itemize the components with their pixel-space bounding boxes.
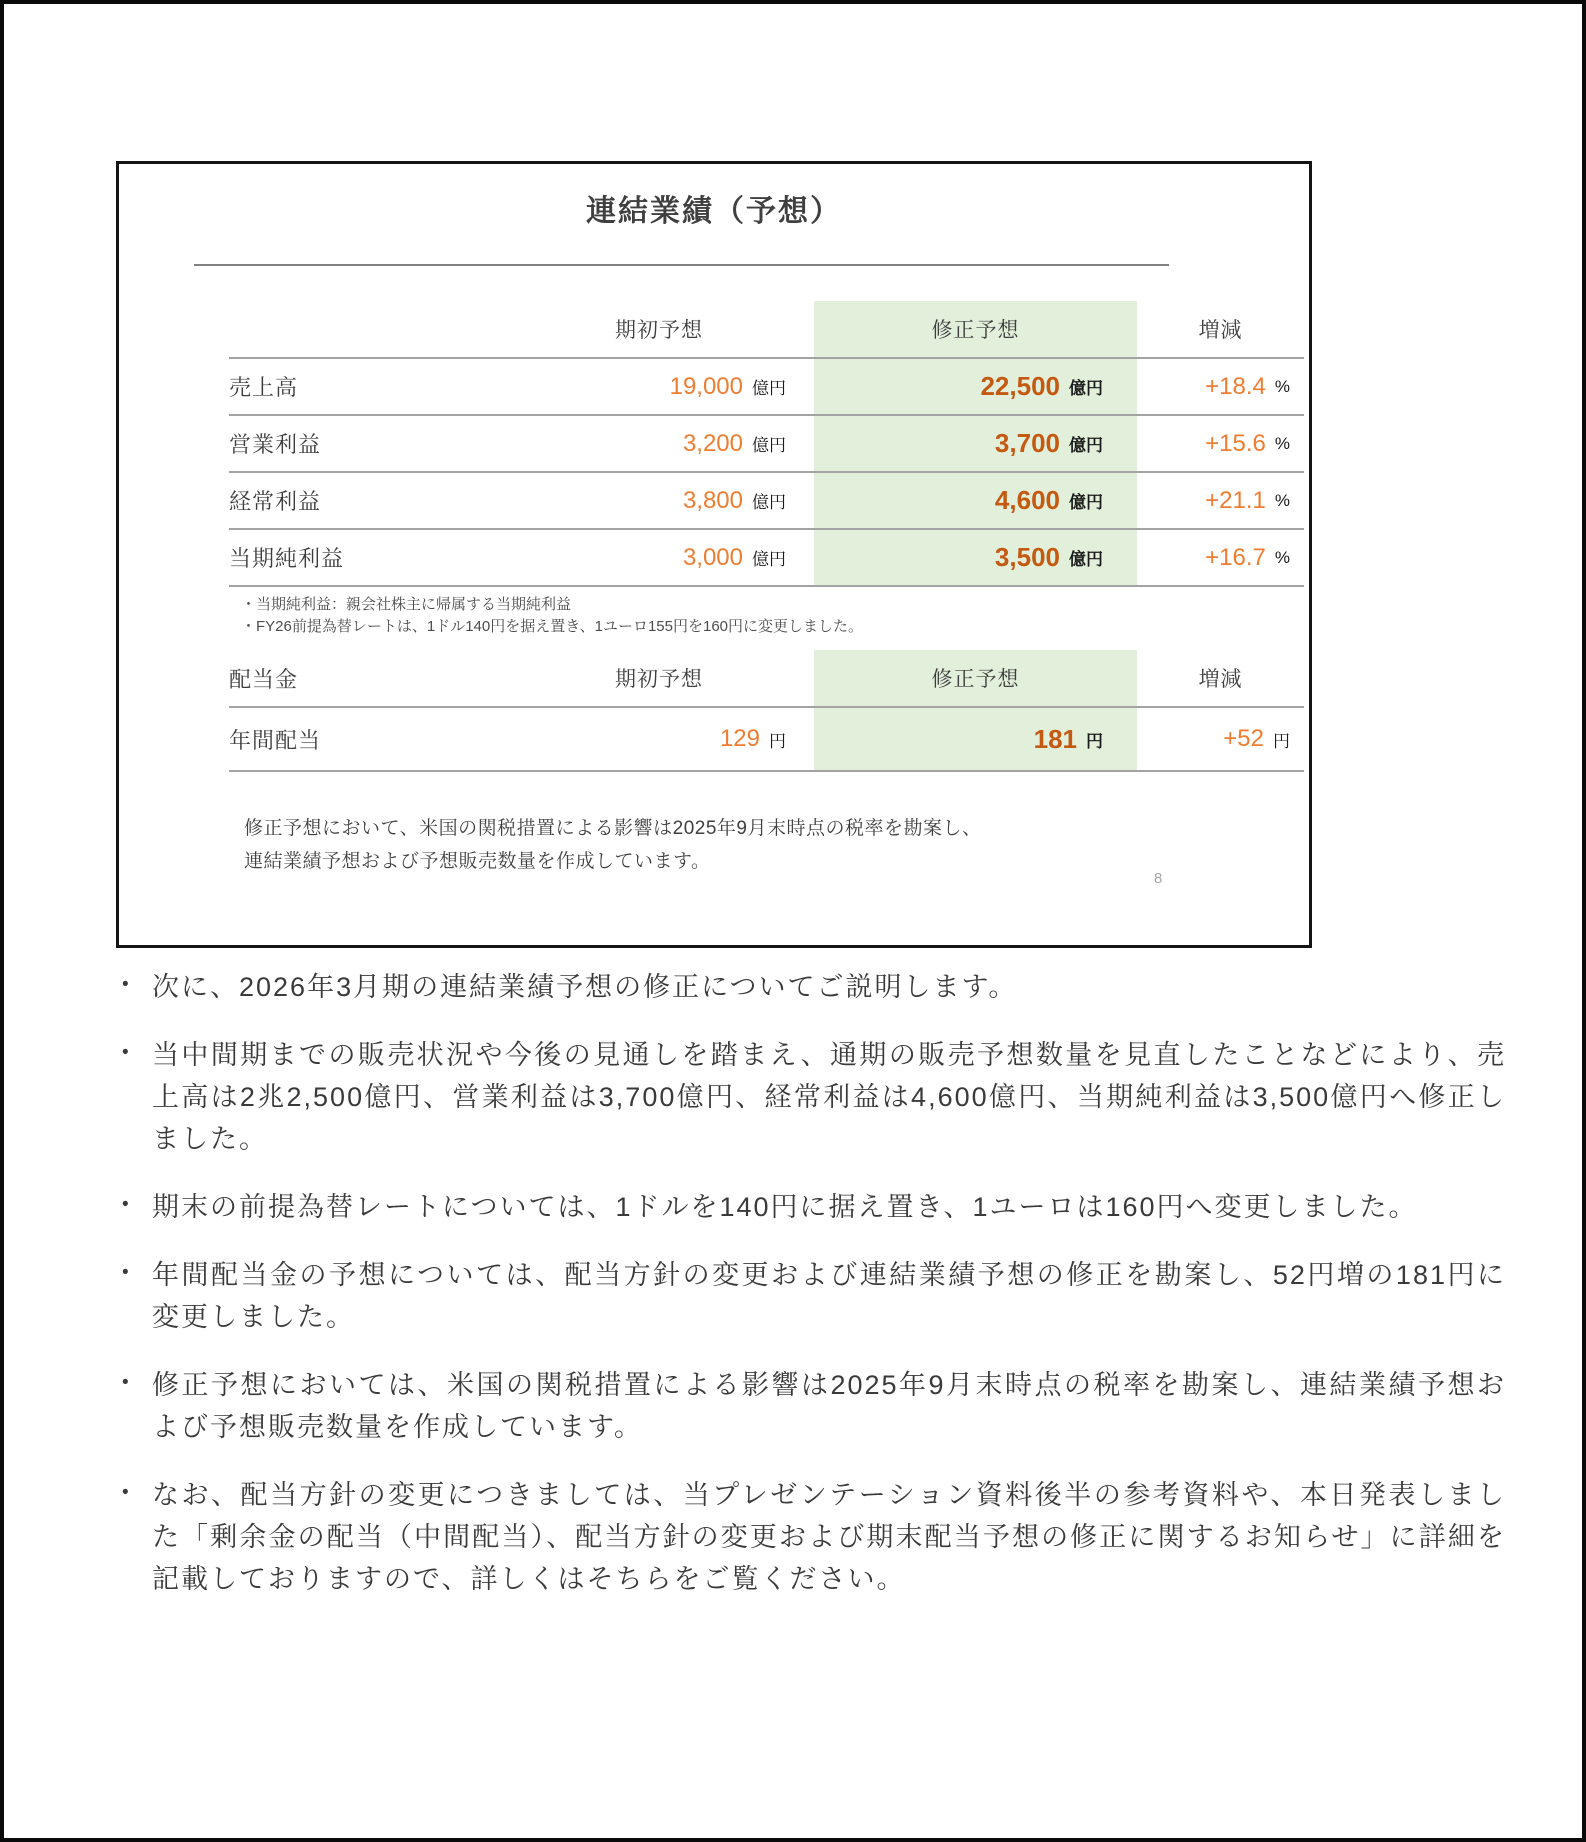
bullet-marker: •: [122, 1042, 129, 1063]
bullet-text: 年間配当金の予想については、配当方針の変更および連結業績予想の修正を勘案し、52円増の181円に変更しました。: [152, 1260, 1506, 1332]
initial-unit: 億円: [752, 436, 786, 455]
initial-value: 3,200: [682, 429, 743, 457]
change-value-cell: [1137, 473, 1304, 528]
results-table-header-row: [229, 301, 1304, 359]
initial-unit: 億円: [752, 493, 786, 512]
initial-unit: 円: [769, 731, 786, 751]
revised-unit: 億円: [1069, 379, 1103, 398]
row-label: 当期純利益: [229, 546, 345, 571]
bullet-item: [122, 1364, 1506, 1448]
initial-unit: 億円: [752, 379, 786, 398]
change-value-cell: [1137, 416, 1304, 471]
revised-value-cell: [814, 359, 1137, 414]
slide-page-number: 8: [1154, 870, 1163, 887]
bullet-item: [122, 1254, 1506, 1338]
change-value: +18.4: [1205, 372, 1266, 400]
row-label: 売上高: [229, 375, 299, 400]
header-spacer: [229, 301, 504, 357]
change-value: +16.7: [1205, 543, 1266, 571]
change-value-cell: [1137, 530, 1304, 585]
bullet-marker: •: [122, 974, 129, 995]
initial-value-cell: [504, 359, 814, 414]
row-label: 年間配当: [229, 727, 322, 753]
revised-unit: 億円: [1069, 493, 1103, 512]
initial-unit: 億円: [752, 550, 786, 569]
revised-unit: 円: [1086, 731, 1103, 751]
bullet-item: [122, 1034, 1506, 1160]
bullet-text: 期末の前提為替レートについては、1ドルを140円に据え置き、1ユーロは160円へ変更しました。: [152, 1192, 1418, 1222]
col-initial-header: 期初予想: [615, 668, 703, 691]
footnote-line: ・当期純利益：親会社株主に帰属する当期純利益: [241, 596, 572, 613]
revised-value: 4,600: [994, 485, 1060, 515]
bullet-marker: •: [122, 1194, 129, 1215]
col-change-header: 増減: [1198, 668, 1243, 691]
bullet-item: [122, 966, 1506, 1008]
initial-value-cell: [504, 708, 814, 770]
slide-note-line: 連結業績予想および予想販売数量を作成しています。: [244, 851, 711, 872]
bullet-text: なお、配当方針の変更につきましては、当プレゼンテーション資料後半の参考資料や、本日発表しました「剰余金の配当（中間配当）、配当方針の変更および期末配当予想の修正に関するお知らせ」に詳細を記載しておりますので、詳しくはそちらをご覧ください。: [152, 1480, 1506, 1594]
bullet-marker: •: [122, 1482, 129, 1503]
change-value: +52: [1223, 725, 1264, 752]
col-change-header: 増減: [1198, 319, 1243, 342]
speaker-notes: [122, 966, 1506, 1626]
change-unit: %: [1274, 490, 1290, 510]
bullet-text: 次に、2026年3月期の連結業績予想の修正についてご説明します。: [152, 972, 1018, 1002]
initial-value-cell: [504, 416, 814, 471]
change-value: +15.6: [1205, 429, 1266, 457]
col-initial-header: 期初予想: [615, 319, 703, 342]
col-revised-header: 修正予想: [814, 650, 1137, 706]
initial-value: 19,000: [669, 372, 743, 400]
row-label: 営業利益: [229, 432, 322, 457]
dividend-table-header-row: [229, 650, 1304, 708]
title-underline: [194, 264, 1169, 266]
initial-value: 129: [719, 725, 760, 752]
revised-value-cell: [814, 708, 1137, 770]
bullet-marker: •: [122, 1262, 129, 1283]
bullet-text: 当中間期までの販売状況や今後の見通しを踏まえ、通期の販売予想数量を見直したことなどにより、売上高は2兆2,500億円、営業利益は3,700億円、経常利益は4,600億円、当期純利益は3,500億円へ修正しました。: [152, 1040, 1506, 1154]
change-value-cell: [1137, 708, 1304, 770]
row-label: 経常利益: [229, 489, 322, 514]
revised-value: 3,500: [994, 542, 1060, 572]
table-row-sales: [229, 359, 1304, 416]
initial-value: 3,800: [682, 486, 743, 514]
revised-unit: 億円: [1069, 550, 1103, 569]
slide-note: [244, 812, 981, 878]
change-value-cell: [1137, 359, 1304, 414]
change-unit: %: [1274, 433, 1290, 453]
slide-title: 連結業績（予想）: [586, 195, 842, 228]
dividend-table: [229, 650, 1304, 772]
revised-value: 3,700: [994, 428, 1060, 458]
revised-value: 22,500: [980, 371, 1060, 401]
change-unit: 円: [1273, 731, 1290, 751]
results-table: [229, 301, 1304, 587]
change-value: +21.1: [1205, 486, 1266, 514]
initial-value-cell: [504, 473, 814, 528]
col-revised-header: 修正予想: [814, 301, 1137, 357]
revised-value: 181: [1033, 723, 1077, 754]
footnote-line: ・FY26前提為替レートは、1ドル140円を据え置き、1ユーロ155円を160円に変更しました。: [241, 618, 864, 635]
change-unit: %: [1274, 376, 1290, 396]
revised-unit: 億円: [1069, 436, 1103, 455]
revised-value-cell: [814, 416, 1137, 471]
revised-value-cell: [814, 530, 1137, 585]
revised-value-cell: [814, 473, 1137, 528]
table-footnotes: [241, 594, 863, 638]
table-row-net-profit: [229, 530, 1304, 587]
dividend-table-label: 配当金: [229, 666, 299, 692]
bullet-marker: •: [122, 1372, 129, 1393]
initial-value: 3,000: [682, 543, 743, 571]
table-row-ordinary-profit: [229, 473, 1304, 530]
bullet-text: 修正予想においては、米国の関税措置による影響は2025年9月末時点の税率を勘案し、連結業績予想および予想販売数量を作成しています。: [152, 1370, 1506, 1442]
table-row-operating-profit: [229, 416, 1304, 473]
change-unit: %: [1274, 547, 1290, 567]
bullet-item: [122, 1474, 1506, 1600]
slide-frame: [116, 161, 1312, 948]
table-row-annual-dividend: [229, 708, 1304, 772]
slide-note-line: 修正予想において、米国の関税措置による影響は2025年9月末時点の税率を勘案し、: [244, 818, 982, 839]
bullet-item: [122, 1186, 1506, 1228]
initial-value-cell: [504, 530, 814, 585]
